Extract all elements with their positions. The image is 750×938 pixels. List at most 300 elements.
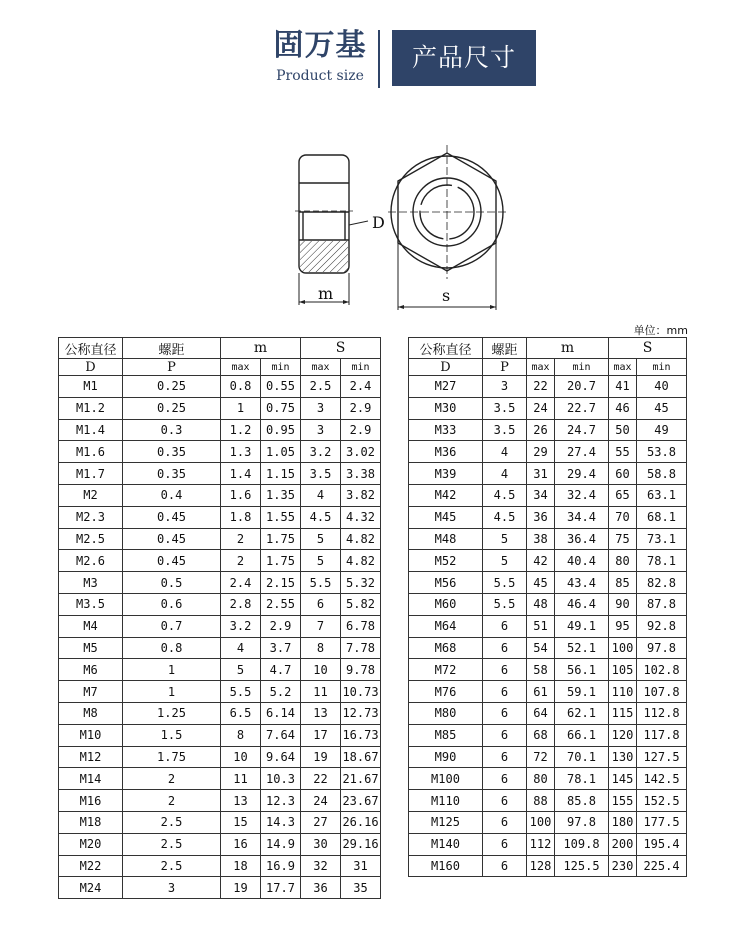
cell-pitch: 0.8 <box>123 637 221 659</box>
cell-s-min: 58.8 <box>637 463 687 485</box>
cell-m-max: 51 <box>527 615 555 637</box>
cell-m-max: 8 <box>221 724 261 746</box>
cell-m-min: 70.1 <box>555 746 609 768</box>
table-row <box>409 528 687 550</box>
cell-s-max: 30 <box>301 833 341 855</box>
cell-m-max: 36 <box>527 506 555 528</box>
cell-m-max: 45 <box>527 572 555 594</box>
header-p-symbol: P <box>123 359 221 376</box>
cell-s-max: 60 <box>609 463 637 485</box>
cell-m-max: 68 <box>527 724 555 746</box>
table-row <box>59 506 381 528</box>
cell-pitch: 0.7 <box>123 615 221 637</box>
cell-nominal-d: M5 <box>59 637 123 659</box>
cell-m-min: 36.4 <box>555 528 609 550</box>
cell-nominal-d: M1 <box>59 376 123 398</box>
cell-s-max: 130 <box>609 746 637 768</box>
table-row <box>409 811 687 833</box>
cell-s-min: 68.1 <box>637 506 687 528</box>
cell-m-min: 1.75 <box>261 528 301 550</box>
table-row <box>59 463 381 485</box>
cell-m-min: 1.15 <box>261 463 301 485</box>
cell-pitch: 6 <box>483 659 527 681</box>
cell-s-max: 70 <box>609 506 637 528</box>
cell-s-min: 9.78 <box>341 659 381 681</box>
cell-s-min: 4.32 <box>341 506 381 528</box>
table-row <box>409 746 687 768</box>
table-row <box>409 550 687 572</box>
cell-pitch: 4 <box>483 463 527 485</box>
cell-m-max: 80 <box>527 768 555 790</box>
cell-m-max: 19 <box>221 877 261 899</box>
cell-m-min: 59.1 <box>555 681 609 703</box>
cell-nominal-d: M1.6 <box>59 441 123 463</box>
cell-m-max: 15 <box>221 811 261 833</box>
cell-s-max: 95 <box>609 615 637 637</box>
table-row <box>59 811 381 833</box>
cell-pitch: 2.5 <box>123 833 221 855</box>
cell-nominal-d: M39 <box>409 463 483 485</box>
cell-s-max: 5.5 <box>301 572 341 594</box>
cell-s-min: 3.82 <box>341 484 381 506</box>
cell-m-max: 1.4 <box>221 463 261 485</box>
cell-nominal-d: M18 <box>59 811 123 833</box>
cell-m-min: 0.95 <box>261 419 301 441</box>
cell-pitch: 1.75 <box>123 746 221 768</box>
cell-m-min: 4.7 <box>261 659 301 681</box>
cell-nominal-d: M160 <box>409 855 483 877</box>
cell-m-min: 78.1 <box>555 768 609 790</box>
cell-s-min: 45 <box>637 397 687 419</box>
table-row <box>59 441 381 463</box>
cell-pitch: 5 <box>483 550 527 572</box>
table-row <box>409 681 687 703</box>
cell-pitch: 1.25 <box>123 702 221 724</box>
cell-s-max: 105 <box>609 659 637 681</box>
cell-m-max: 11 <box>221 768 261 790</box>
cell-m-max: 64 <box>527 702 555 724</box>
cell-pitch: 0.35 <box>123 441 221 463</box>
cell-s-max: 32 <box>301 855 341 877</box>
cell-m-min: 7.64 <box>261 724 301 746</box>
cell-pitch: 2 <box>123 768 221 790</box>
table-row <box>409 833 687 855</box>
cell-m-min: 40.4 <box>555 550 609 572</box>
cell-s-max: 110 <box>609 681 637 703</box>
cell-m-max: 61 <box>527 681 555 703</box>
header-s-min: min <box>341 359 381 376</box>
label-m: m <box>318 284 334 303</box>
cell-s-max: 24 <box>301 790 341 812</box>
cell-pitch: 0.25 <box>123 376 221 398</box>
table-body-left <box>59 376 381 899</box>
cell-s-max: 7 <box>301 615 341 637</box>
cell-m-max: 29 <box>527 441 555 463</box>
cell-s-min: 21.67 <box>341 768 381 790</box>
cell-m-min: 85.8 <box>555 790 609 812</box>
cell-s-min: 127.5 <box>637 746 687 768</box>
cell-pitch: 4.5 <box>483 484 527 506</box>
cell-pitch: 3 <box>483 376 527 398</box>
cell-m-min: 6.14 <box>261 702 301 724</box>
cell-pitch: 2.5 <box>123 811 221 833</box>
cell-s-max: 90 <box>609 593 637 615</box>
cell-nominal-d: M90 <box>409 746 483 768</box>
header-s-max: max <box>301 359 341 376</box>
cell-nominal-d: M72 <box>409 659 483 681</box>
table-row <box>409 376 687 398</box>
header-m: m <box>527 338 609 359</box>
cell-pitch: 1.5 <box>123 724 221 746</box>
cell-pitch: 2.5 <box>123 855 221 877</box>
cell-m-max: 100 <box>527 811 555 833</box>
cell-s-max: 65 <box>609 484 637 506</box>
cell-s-max: 17 <box>301 724 341 746</box>
cell-nominal-d: M45 <box>409 506 483 528</box>
cell-nominal-d: M42 <box>409 484 483 506</box>
brand-name: 固万基 <box>273 28 367 63</box>
cell-s-min: 7.78 <box>341 637 381 659</box>
table-row <box>59 724 381 746</box>
cell-nominal-d: M1.2 <box>59 397 123 419</box>
cell-m-max: 42 <box>527 550 555 572</box>
cell-s-min: 102.8 <box>637 659 687 681</box>
cell-nominal-d: M56 <box>409 572 483 594</box>
table-row <box>59 376 381 398</box>
cell-pitch: 6 <box>483 681 527 703</box>
cell-m-max: 5.5 <box>221 681 261 703</box>
cell-nominal-d: M140 <box>409 833 483 855</box>
cell-m-min: 12.3 <box>261 790 301 812</box>
cell-s-min: 53.8 <box>637 441 687 463</box>
cell-m-min: 2.9 <box>261 615 301 637</box>
table-row <box>409 615 687 637</box>
label-s: s <box>442 286 451 305</box>
table-row <box>409 659 687 681</box>
cell-m-max: 5 <box>221 659 261 681</box>
cell-nominal-d: M33 <box>409 419 483 441</box>
table-row <box>409 463 687 485</box>
cell-pitch: 6 <box>483 615 527 637</box>
cell-m-max: 2.4 <box>221 572 261 594</box>
cell-pitch: 6 <box>483 702 527 724</box>
cell-pitch: 4.5 <box>483 506 527 528</box>
brand-subtitle: Product size <box>276 68 364 84</box>
cell-nominal-d: M6 <box>59 659 123 681</box>
header-m-min: min <box>555 359 609 376</box>
cell-s-max: 36 <box>301 877 341 899</box>
cell-m-min: 1.55 <box>261 506 301 528</box>
unit-label: 单位：mm <box>633 324 688 337</box>
label-d: D <box>372 213 385 232</box>
cell-s-max: 3.2 <box>301 441 341 463</box>
cell-s-max: 100 <box>609 637 637 659</box>
cell-s-max: 75 <box>609 528 637 550</box>
table-row <box>59 637 381 659</box>
cell-m-max: 2 <box>221 528 261 550</box>
cell-pitch: 2 <box>123 790 221 812</box>
cell-s-min: 29.16 <box>341 833 381 855</box>
table-row <box>59 877 381 899</box>
table-row <box>59 484 381 506</box>
cell-nominal-d: M64 <box>409 615 483 637</box>
cell-m-max: 2 <box>221 550 261 572</box>
cell-m-max: 38 <box>527 528 555 550</box>
cell-s-min: 2.4 <box>341 376 381 398</box>
cell-pitch: 5.5 <box>483 572 527 594</box>
table-row <box>59 855 381 877</box>
cell-s-max: 5 <box>301 528 341 550</box>
header-pitch: 螺距 <box>483 338 527 359</box>
cell-m-min: 97.8 <box>555 811 609 833</box>
size-table-left <box>58 337 381 899</box>
cell-m-max: 1.3 <box>221 441 261 463</box>
cell-nominal-d: M10 <box>59 724 123 746</box>
cell-s-max: 4.5 <box>301 506 341 528</box>
table-row <box>409 637 687 659</box>
table-row <box>409 484 687 506</box>
cell-nominal-d: M2.3 <box>59 506 123 528</box>
table-row <box>409 506 687 528</box>
cell-m-max: 1.2 <box>221 419 261 441</box>
cell-m-min: 1.35 <box>261 484 301 506</box>
header-s: S <box>301 338 381 359</box>
cell-m-min: 125.5 <box>555 855 609 877</box>
cell-nominal-d: M85 <box>409 724 483 746</box>
cell-m-min: 2.15 <box>261 572 301 594</box>
cell-nominal-d: M4 <box>59 615 123 637</box>
cell-s-max: 5 <box>301 550 341 572</box>
cell-s-min: 6.78 <box>341 615 381 637</box>
table-row <box>59 419 381 441</box>
cell-s-max: 3.5 <box>301 463 341 485</box>
cell-pitch: 6 <box>483 768 527 790</box>
cell-pitch: 6 <box>483 637 527 659</box>
cell-pitch: 0.45 <box>123 506 221 528</box>
cell-s-max: 80 <box>609 550 637 572</box>
cell-m-max: 26 <box>527 419 555 441</box>
cell-nominal-d: M52 <box>409 550 483 572</box>
table-row <box>409 855 687 877</box>
cell-s-max: 55 <box>609 441 637 463</box>
cell-s-min: 23.67 <box>341 790 381 812</box>
cell-m-min: 32.4 <box>555 484 609 506</box>
section-title: 产品尺寸 <box>392 30 536 86</box>
cell-s-min: 31 <box>341 855 381 877</box>
cell-nominal-d: M2.5 <box>59 528 123 550</box>
table-row <box>59 746 381 768</box>
brand-logo <box>268 28 372 84</box>
cell-s-min: 2.9 <box>341 397 381 419</box>
cell-s-min: 117.8 <box>637 724 687 746</box>
cell-m-min: 46.4 <box>555 593 609 615</box>
table-row <box>409 724 687 746</box>
table-row <box>409 397 687 419</box>
cell-m-max: 3.2 <box>221 615 261 637</box>
cell-s-max: 145 <box>609 768 637 790</box>
cell-m-max: 24 <box>527 397 555 419</box>
cell-s-min: 82.8 <box>637 572 687 594</box>
cell-m-max: 31 <box>527 463 555 485</box>
cell-s-max: 8 <box>301 637 341 659</box>
cell-s-min: 87.8 <box>637 593 687 615</box>
header-divider <box>378 30 380 88</box>
cell-nominal-d: M48 <box>409 528 483 550</box>
header-s-min: min <box>637 359 687 376</box>
table-row <box>59 681 381 703</box>
cell-pitch: 6 <box>483 811 527 833</box>
table-row <box>59 397 381 419</box>
cell-s-max: 22 <box>301 768 341 790</box>
table-row <box>409 702 687 724</box>
cell-s-max: 2.5 <box>301 376 341 398</box>
cell-nominal-d: M30 <box>409 397 483 419</box>
cell-m-max: 1 <box>221 397 261 419</box>
table-row <box>409 441 687 463</box>
cell-m-max: 88 <box>527 790 555 812</box>
cell-m-max: 54 <box>527 637 555 659</box>
cell-s-min: 97.8 <box>637 637 687 659</box>
cell-m-min: 56.1 <box>555 659 609 681</box>
header-p-symbol: P <box>483 359 527 376</box>
cell-m-max: 0.8 <box>221 376 261 398</box>
cell-pitch: 6 <box>483 746 527 768</box>
cell-m-max: 72 <box>527 746 555 768</box>
header-s: S <box>609 338 687 359</box>
cell-nominal-d: M3 <box>59 572 123 594</box>
cell-nominal-d: M8 <box>59 702 123 724</box>
cell-m-min: 52.1 <box>555 637 609 659</box>
cell-s-min: 3.38 <box>341 463 381 485</box>
cell-m-min: 0.55 <box>261 376 301 398</box>
cell-m-max: 18 <box>221 855 261 877</box>
cell-m-min: 20.7 <box>555 376 609 398</box>
cell-s-max: 4 <box>301 484 341 506</box>
cell-nominal-d: M2 <box>59 484 123 506</box>
cell-s-max: 10 <box>301 659 341 681</box>
cell-m-max: 16 <box>221 833 261 855</box>
cell-nominal-d: M16 <box>59 790 123 812</box>
cell-s-max: 155 <box>609 790 637 812</box>
cell-m-max: 2.8 <box>221 593 261 615</box>
cell-s-min: 5.32 <box>341 572 381 594</box>
cell-nominal-d: M68 <box>409 637 483 659</box>
table-row <box>59 572 381 594</box>
cell-s-max: 230 <box>609 855 637 877</box>
cell-s-min: 35 <box>341 877 381 899</box>
cell-pitch: 5.5 <box>483 593 527 615</box>
cell-nominal-d: M3.5 <box>59 593 123 615</box>
nut-side-view <box>295 155 353 273</box>
cell-pitch: 0.45 <box>123 550 221 572</box>
cell-s-min: 2.9 <box>341 419 381 441</box>
hex-nut-drawing <box>280 145 530 315</box>
cell-pitch: 6 <box>483 790 527 812</box>
nut-front-view <box>388 145 506 279</box>
cell-pitch: 6 <box>483 833 527 855</box>
cell-s-min: 5.82 <box>341 593 381 615</box>
table-row <box>59 659 381 681</box>
header-d-symbol: D <box>409 359 483 376</box>
header-d-symbol: D <box>59 359 123 376</box>
cell-s-max: 85 <box>609 572 637 594</box>
cell-m-max: 58 <box>527 659 555 681</box>
cell-pitch: 0.35 <box>123 463 221 485</box>
cell-m-min: 17.7 <box>261 877 301 899</box>
cell-m-min: 5.2 <box>261 681 301 703</box>
cell-s-max: 115 <box>609 702 637 724</box>
cell-nominal-d: M110 <box>409 790 483 812</box>
cell-m-min: 1.05 <box>261 441 301 463</box>
cell-pitch: 3.5 <box>483 397 527 419</box>
cell-s-min: 78.1 <box>637 550 687 572</box>
cell-m-min: 2.55 <box>261 593 301 615</box>
cell-nominal-d: M100 <box>409 768 483 790</box>
cell-pitch: 0.4 <box>123 484 221 506</box>
cell-m-min: 22.7 <box>555 397 609 419</box>
cell-s-min: 142.5 <box>637 768 687 790</box>
table-row <box>59 528 381 550</box>
cell-nominal-d: M27 <box>409 376 483 398</box>
cell-s-max: 13 <box>301 702 341 724</box>
cell-s-max: 19 <box>301 746 341 768</box>
cell-nominal-d: M22 <box>59 855 123 877</box>
table-row <box>59 615 381 637</box>
cell-s-min: 107.8 <box>637 681 687 703</box>
table-row <box>409 572 687 594</box>
cell-m-min: 3.7 <box>261 637 301 659</box>
cell-s-max: 11 <box>301 681 341 703</box>
cell-nominal-d: M60 <box>409 593 483 615</box>
cell-pitch: 1 <box>123 681 221 703</box>
cell-m-max: 13 <box>221 790 261 812</box>
cell-s-min: 16.73 <box>341 724 381 746</box>
cell-m-min: 62.1 <box>555 702 609 724</box>
header-m-min: min <box>261 359 301 376</box>
cell-m-max: 34 <box>527 484 555 506</box>
cell-nominal-d: M2.6 <box>59 550 123 572</box>
cell-m-min: 16.9 <box>261 855 301 877</box>
cell-s-max: 27 <box>301 811 341 833</box>
cell-m-min: 10.3 <box>261 768 301 790</box>
header-m-max: max <box>527 359 555 376</box>
table-body-right <box>409 376 687 877</box>
cell-pitch: 0.6 <box>123 593 221 615</box>
cell-m-min: 0.75 <box>261 397 301 419</box>
cell-m-min: 27.4 <box>555 441 609 463</box>
table-row <box>59 768 381 790</box>
cell-s-min: 195.4 <box>637 833 687 855</box>
cell-m-max: 1.6 <box>221 484 261 506</box>
table-row <box>409 419 687 441</box>
cell-s-max: 46 <box>609 397 637 419</box>
table-row <box>409 768 687 790</box>
cell-s-min: 40 <box>637 376 687 398</box>
cell-m-min: 34.4 <box>555 506 609 528</box>
cell-s-min: 112.8 <box>637 702 687 724</box>
cell-s-max: 200 <box>609 833 637 855</box>
cell-s-min: 3.02 <box>341 441 381 463</box>
cell-nominal-d: M125 <box>409 811 483 833</box>
cell-pitch: 1 <box>123 659 221 681</box>
cell-nominal-d: M7 <box>59 681 123 703</box>
cell-s-min: 177.5 <box>637 811 687 833</box>
header-nominal-diameter: 公称直径 <box>59 338 123 359</box>
cell-nominal-d: M24 <box>59 877 123 899</box>
cell-m-max: 22 <box>527 376 555 398</box>
cell-s-min: 26.16 <box>341 811 381 833</box>
cell-s-max: 3 <box>301 419 341 441</box>
